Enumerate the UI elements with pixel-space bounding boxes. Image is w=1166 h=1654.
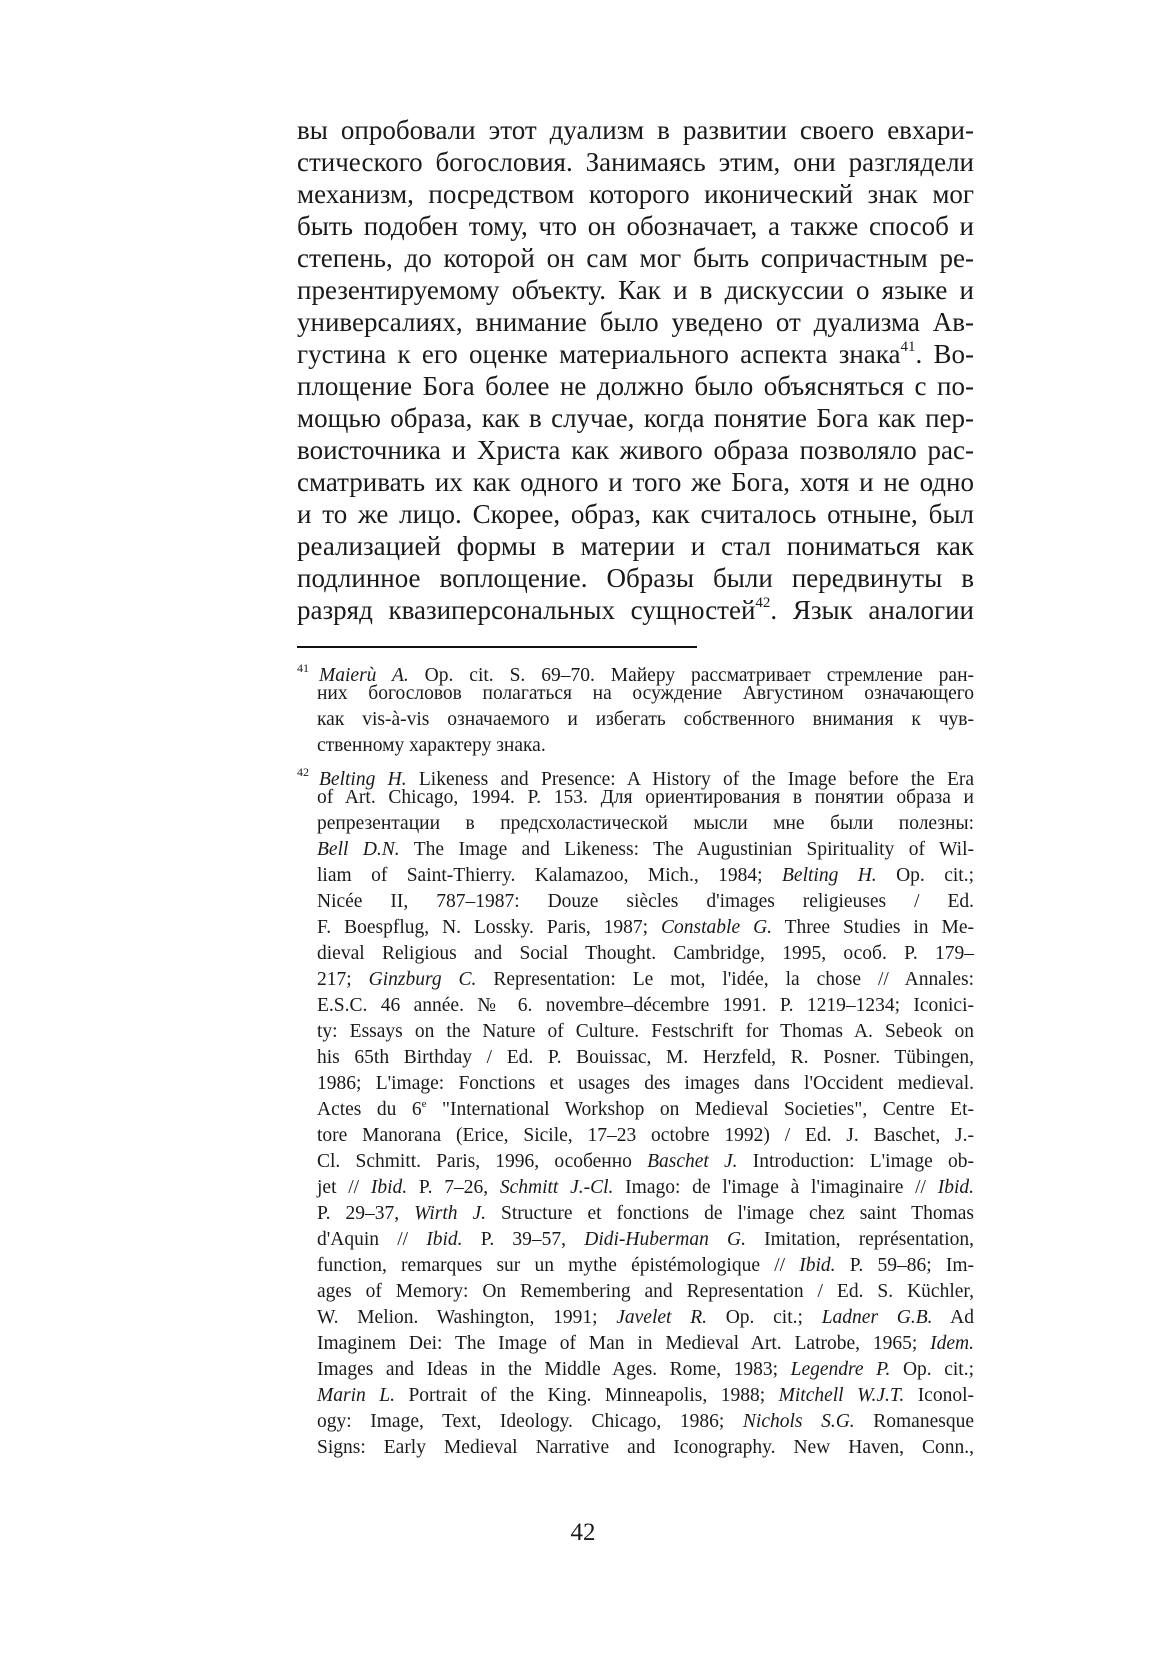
footnote-42-line-23	[297, 1331, 974, 1357]
footnote-42-line-8: dieval Religious and Social Thought. Cambridge, 1995, особ. P. 179–	[317, 943, 974, 964]
citation-text: Introduction: L'image ob-	[737, 1151, 974, 1172]
footnote-42-line-9	[297, 967, 974, 993]
citation-text: "International Workshop on Medieval Societies", Centre Et-	[426, 1099, 974, 1120]
citation-ibid: Ibid.	[799, 1255, 836, 1276]
citation-text: Imitation, représentation,	[745, 1229, 975, 1250]
citation-ibid: Ibid.	[370, 1177, 408, 1198]
citation-author: Ginzburg C.	[368, 969, 477, 990]
citation-text: Images and Ideas in the Middle Ages. Rome, 1983;	[317, 1359, 791, 1380]
citation-author: Ladner G.B.	[821, 1307, 933, 1328]
citation-text: Actes du 6	[317, 1099, 422, 1120]
citation-text: Imago: de l'image à l'imaginaire //	[613, 1177, 938, 1198]
main-line-1: вы опробовали этот дуализм в развитии своего евхари-	[297, 115, 974, 145]
ordinal-superscript: e	[421, 1098, 427, 1110]
footnote-separator	[297, 646, 697, 648]
main-line-7: универсалиях, внимание было уведено от дуализма Ав-	[297, 307, 974, 337]
main-line-3: механизм, посредством которого иконический знак мог	[297, 179, 974, 209]
main-line-16-text: разряд квазиперсональных сущностей	[297, 595, 756, 625]
citation-ibid: Ibid.	[937, 1177, 975, 1198]
citation-author: Mitchell W.J.T.	[778, 1385, 905, 1406]
citation-text: Op. cit.;	[876, 865, 974, 886]
citation-ibid: Ibid.	[426, 1229, 463, 1250]
footnote-41-line-1-text: Op. cit. S. 69–70. Майеру рассматривает стремление ран-	[408, 665, 975, 686]
footnote-ref-41[interactable]: 41	[900, 339, 916, 355]
footnote-ref-42[interactable]: 42	[755, 595, 771, 611]
footnote-42-line-17	[297, 1175, 974, 1201]
main-line-5: степень, до которой он сам мог быть сопричастным ре-	[297, 243, 974, 273]
footnote-42-line-3: репрезентации в предсхоластической мысли мне были полезны:	[317, 813, 974, 834]
footnote-42-number: 42	[297, 765, 309, 779]
page-number: 42	[570, 1519, 596, 1546]
main-line-11: воисточника и Христа как живого образа позволяло рас-	[297, 435, 974, 465]
citation-author: Bell D.N.	[317, 839, 400, 860]
footnote-42-line-27: Signs: Early Medieval Narrative and Iconography. New Haven, Conn.,	[317, 1437, 974, 1458]
citation-text: P. 7–26,	[407, 1177, 500, 1198]
footnote-42-line-11: ty: Essays on the Nature of Culture. Festschrift for Thomas A. Sebeok on	[317, 1021, 974, 1042]
footnote-42-line-16	[297, 1149, 974, 1175]
citation-text: P. 39–57,	[462, 1229, 585, 1250]
citation-text: Romanesque	[854, 1411, 974, 1432]
citation-text: Op. cit.;	[890, 1359, 974, 1380]
citation-text: Iconol-	[904, 1385, 975, 1406]
footnotes-block	[297, 655, 974, 1461]
main-line-8-rest: . Во-	[915, 339, 974, 369]
footnote-42-line-1	[297, 759, 975, 790]
main-line-4: быть подобен тому, что он обозначает, а также способ и	[297, 211, 974, 241]
citation-author: Belting H.	[782, 865, 877, 886]
citation-text: jet //	[317, 1177, 371, 1198]
citation-text: Representation: Le mot, l'idée, la chose // Annales:	[476, 969, 974, 990]
footnote-42-line-5	[297, 863, 974, 889]
citation-author: Constable G.	[661, 917, 773, 938]
main-line-13: и то же лицо. Скорее, образ, как считалось отныне, был	[297, 499, 974, 529]
citation-text: Structure et fonctions de l'image chez saint Thomas	[486, 1203, 974, 1224]
footnote-41-line-3: как vis-à-vis означаемого и избегать собственного внимания к чув-	[317, 709, 974, 730]
footnote-42-line-15: tore Manorana (Erice, Sicile, 17–23 octobre 1992) / Ed. J. Baschet, J.-	[317, 1125, 974, 1146]
citation-author: Javelet R.	[616, 1307, 707, 1328]
citation-text: d'Aquin //	[317, 1229, 427, 1250]
citation-author: Legendre P.	[790, 1359, 891, 1380]
citation-text: Three Studies in Me-	[772, 917, 974, 938]
footnote-42-line-10: E.S.C. 46 année. № 6. novembre–décembre 1991. P. 1219–1234; Iconici-	[317, 995, 974, 1016]
main-line-2: стического богословия. Занимаясь этим, они разглядели	[297, 147, 974, 177]
main-line-12: сматривать их как одного и того же Бога, хотя и не одно	[297, 467, 974, 497]
footnote-41-line-4: ственному характеру знака.	[317, 735, 546, 756]
footnote-42-line-13: 1986; L'image: Fonctions et usages des images dans l'Occident medieval.	[317, 1073, 974, 1094]
main-line-9: площение Бога более не должно было объясняться с по-	[297, 371, 974, 401]
footnote-42-line-12: his 65th Birthday / Ed. P. Bouissac, M. Herzfeld, R. Posner. Tübingen,	[317, 1047, 974, 1068]
main-text-block	[297, 114, 974, 626]
citation-text: liam of Saint-Thierry. Kalamazoo, Mich., 1984;	[317, 865, 782, 886]
citation-author: Schmitt J.-Cl.	[499, 1177, 614, 1198]
main-line-14: реализацией формы в материи и стал пониматься как	[297, 531, 974, 561]
footnote-42-line-1-text: Likeness and Presence: A History of the Image before the Era	[406, 769, 975, 790]
citation-text: P. 29–37,	[317, 1203, 415, 1224]
citation-text: Op. cit.;	[706, 1307, 822, 1328]
main-line-16-rest: . Язык аналогии	[770, 595, 974, 625]
main-line-8-text: густина к его оценке материального аспекта знака	[297, 339, 901, 369]
footnote-42-line-26	[297, 1409, 974, 1435]
citation-text: Portrait of the King. Minneapolis, 1988;	[394, 1385, 779, 1406]
main-line-15: подлинное воплощение. Образы были передвинуты в	[297, 563, 974, 593]
main-line-10: мощью образа, как в случае, когда понятие Бога как пер-	[297, 403, 974, 433]
citation-author: Wirth J.	[414, 1203, 487, 1224]
citation-text: The Image and Likeness: The Augustinian Spirituality of Wil-	[399, 839, 974, 860]
citation-author: Nichols S.G.	[742, 1411, 855, 1432]
footnote-42-line-22	[297, 1305, 974, 1331]
main-line-16	[297, 594, 974, 626]
footnote-41-line-1	[297, 655, 975, 686]
main-line-8	[297, 338, 974, 370]
footnote-42-line-18	[297, 1201, 974, 1227]
footnote-41-author: Maierù A.	[319, 665, 409, 686]
citation-author: Baschet J.	[647, 1151, 738, 1172]
footnote-42-line-4	[297, 837, 974, 863]
footnote-42-author: Belting H.	[319, 769, 407, 790]
footnote-42-line-25	[297, 1383, 974, 1409]
footnote-42-line-21: ages of Memory: On Remembering and Representation / Ed. S. Küchler,	[317, 1281, 974, 1302]
footnote-42-line-24	[297, 1357, 974, 1383]
footnote-42-line-2: of Art. Chicago, 1994. P. 153. Для ориентирования в понятии образа и	[317, 787, 974, 808]
citation-author: Marin L.	[317, 1385, 395, 1406]
footnote-42-line-7	[297, 915, 974, 941]
citation-text: Cl. Schmitt. Paris, 1996, особенно	[317, 1151, 648, 1172]
citation-text: Imaginem Dei: The Image of Man in Medieval Art. Latrobe, 1965;	[317, 1333, 931, 1354]
citation-idem: Idem.	[930, 1333, 974, 1354]
footnote-41-line-2: них богословов полагаться на осуждение Августином означающего	[317, 683, 974, 704]
main-line-6: презентируемому объекту. Как и в дискуссии о языке и	[297, 275, 974, 305]
citation-text: P. 59–86; Im-	[835, 1255, 974, 1276]
citation-text: function, remarques sur un mythe épistémologique //	[317, 1255, 800, 1276]
footnote-41-number: 41	[297, 661, 309, 675]
citation-text: ogy: Image, Text, Ideology. Chicago, 1986;	[317, 1411, 743, 1432]
citation-text: 217;	[317, 969, 369, 990]
footnote-42-line-19	[297, 1227, 974, 1253]
footnote-42-line-14	[297, 1097, 974, 1123]
citation-text: Ad	[932, 1307, 975, 1328]
footnote-42-line-20	[297, 1253, 974, 1279]
footnote-42-line-6: Nicée II, 787–1987: Douze siècles d'images religieuses / Ed.	[317, 891, 974, 912]
citation-author: Didi-Huberman G.	[584, 1229, 746, 1250]
citation-text: W. Melion. Washington, 1991;	[317, 1307, 617, 1328]
citation-text: F. Boespflug, N. Lossky. Paris, 1987;	[317, 917, 662, 938]
